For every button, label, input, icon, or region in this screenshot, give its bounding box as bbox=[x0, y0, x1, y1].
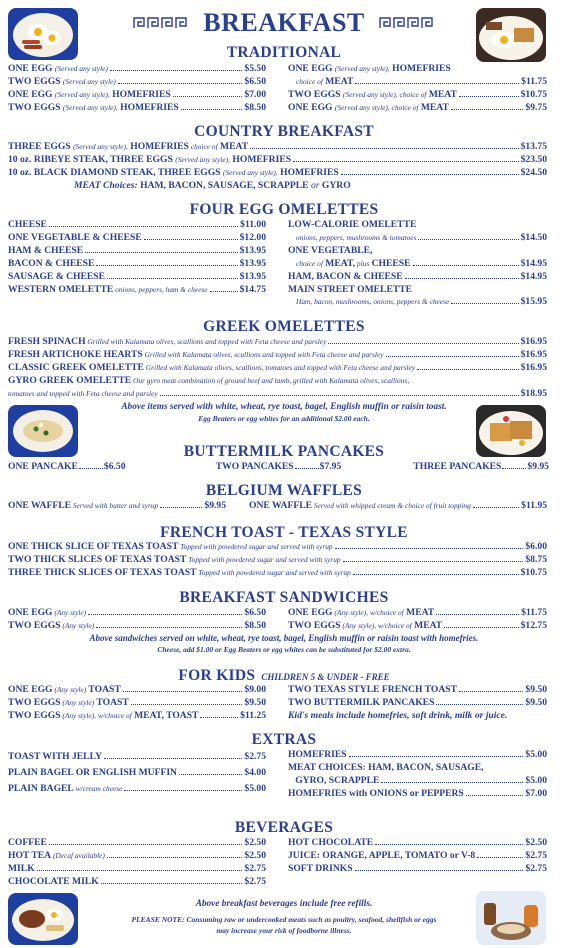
menu-item: TWO THICK SLICES OF TEXAS TOAST Topped with powdered sugar and served with syrup $8.75 bbox=[8, 553, 547, 565]
kids-right-list bbox=[288, 684, 547, 723]
menu-item: GYRO GREEK OMELETTE Our gyro meat combination of ground beef and lamb, grilled with Kalamata olives, scallions, bbox=[8, 374, 410, 386]
sandwiches-left-list bbox=[8, 607, 266, 633]
menu-item-continued: tomatoes and topped with Feta cheese and parsley $18.95 bbox=[8, 387, 547, 399]
menu-item: SAUSAGE & CHEESE $13.95 bbox=[8, 270, 266, 282]
menu-item: CHEESE $11.00 bbox=[8, 219, 266, 230]
section-heading-belgium-waffles: BELGIUM WAFFLES bbox=[205, 482, 363, 499]
menu-item: 10 oz. RIBEYE STEAK, THREE EGGS (Served any style), HOMEFRIES $23.50 bbox=[8, 153, 547, 165]
menu-item-continued: GYRO, SCRAPPLE $5.00 bbox=[288, 774, 547, 786]
kids-meal-note: Kid's meals include homefries, soft drink, milk or juice. bbox=[288, 709, 508, 721]
menu-item: FRESH SPINACH Grilled with Kalamata olives, scallions and topped with Feta cheese and parsley $16.95 bbox=[8, 336, 547, 347]
menu-item: SOFT DRINKS $2.75 bbox=[288, 862, 547, 874]
for-kids-subtitle: CHILDREN 5 & UNDER - FREE bbox=[261, 672, 390, 682]
meat-choices-note: MEAT Choices: HAM, BACON, SAUSAGE, SCRAPPLE or GYRO bbox=[74, 180, 351, 191]
menu-item: ONE EGG (Served any style) $5.50 bbox=[8, 63, 266, 74]
health-warning-line-2: may increase your risk of foodborne illness. bbox=[216, 926, 352, 935]
menu-item: ONE EGG (Any style) $6.50 bbox=[8, 607, 266, 618]
menu-item: MILK $2.75 bbox=[8, 862, 266, 874]
section-heading-for-kids bbox=[0, 667, 568, 685]
section-heading-extras: EXTRAS bbox=[251, 731, 317, 748]
menu-item: TWO EGGS (Any style), w/choice of MEAT, TOAST $11.25 bbox=[8, 709, 266, 721]
section-heading-breakfast-sandwiches: BREAKFAST SANDWICHES bbox=[179, 589, 389, 606]
country-breakfast-list bbox=[8, 141, 547, 180]
menu-title bbox=[0, 8, 568, 38]
menu-item: PLAIN BAGEL OR ENGLISH MUFFIN $4.00 bbox=[8, 767, 266, 778]
menu-item: TWO EGGS (Any style) TOAST $9.50 bbox=[8, 696, 266, 708]
sandwiches-right-list bbox=[288, 607, 547, 633]
kids-left-list bbox=[8, 684, 266, 723]
menu-item: MAIN STREET OMELETTE bbox=[288, 283, 413, 295]
beverages-left-list bbox=[8, 837, 266, 889]
four-egg-left-list bbox=[8, 219, 266, 296]
section-heading-buttermilk-pancakes: BUTTERMILK PANCAKES bbox=[183, 443, 385, 460]
menu-item: COFFEE $2.50 bbox=[8, 837, 266, 848]
menu-item: 10 oz. BLACK DIAMOND STEAK, THREE EGGS (Served any style), HOMEFRIES $24.50 bbox=[8, 166, 547, 178]
menu-item: TWO EGGS (Served any style) $6.50 bbox=[8, 75, 266, 87]
menu-item-continued: Ham, bacon, mushrooms, onions, peppers & cheese $15.95 bbox=[296, 296, 547, 308]
section-heading-traditional: TRADITIONAL bbox=[226, 44, 342, 61]
four-egg-right-list bbox=[288, 219, 547, 309]
menu-item-continued: choice of MEAT $11.75 bbox=[296, 75, 547, 87]
menu-item: TWO TEXAS STYLE FRENCH TOAST $9.50 bbox=[288, 684, 547, 695]
menu-item: LOW-CALORIE OMELETTE bbox=[288, 219, 417, 230]
menu-item: ONE VEGETABLE & CHEESE $12.00 bbox=[8, 231, 266, 243]
waffle-item-right bbox=[249, 500, 547, 513]
for-kids-title: FOR KIDS bbox=[178, 667, 256, 684]
sandwich-bread-note: Above sandwiches served on white, wheat, rye toast, bagel, English muffin or raisin toast with homefries. bbox=[89, 633, 479, 643]
menu-item: JUICE: ORANGE, APPLE, TOMATO or V-8 $2.75 bbox=[288, 849, 547, 861]
extras-right-list bbox=[288, 749, 547, 801]
french-toast-list bbox=[8, 541, 547, 580]
menu-item: BACON & CHEESE $13.95 bbox=[8, 257, 266, 269]
menu-item: TWO BUTTERMILK PANCAKES $9.50 bbox=[288, 696, 547, 708]
menu-item: CLASSIC GREEK OMELETTE Grilled with Kalamata olives, scallions, tomatoes and topped with Feta cheese and parsley $16.95 bbox=[8, 361, 547, 373]
traditional-left-list bbox=[8, 63, 266, 115]
free-refills-note: Above breakfast beverages include free refills. bbox=[195, 899, 373, 909]
menu-item: ONE THICK SLICE OF TEXAS TOAST Topped with powdered sugar and served with syrup $6.00 bbox=[8, 541, 547, 552]
beverages-right-list bbox=[288, 837, 547, 876]
menu-item: PLAIN BAGEL w/cream cheese $5.00 bbox=[8, 783, 266, 794]
menu-item: HOMEFRIES $5.00 bbox=[288, 749, 547, 760]
menu-item: ONE EGG (Any style), w/choice of MEAT $11.75 bbox=[288, 607, 547, 618]
section-heading-french-toast: FRENCH TOAST - TEXAS STYLE bbox=[160, 524, 408, 541]
menu-item: THREE PANCAKES $9.95 bbox=[413, 461, 549, 472]
menu-item: ONE EGG (Any style) TOAST $9.00 bbox=[8, 684, 266, 695]
section-heading-beverages: BEVERAGES bbox=[234, 819, 334, 836]
menu-item: ONE VEGETABLE, bbox=[288, 244, 373, 256]
health-warning-line-1: PLEASE NOTE: Consuming raw or undercooked meats such as poultry, seafood, shellfish or eggs bbox=[131, 915, 437, 924]
greek-sides-note: Above items served with white, wheat, rye toast, bagel, English muffin or raisin toast. bbox=[121, 402, 447, 412]
menu-item: WESTERN OMELETTE onions, peppers, ham & cheese $14.75 bbox=[8, 283, 266, 295]
menu-item: ONE WAFFLE Served with whipped cream & choice of fruit topping $11.95 bbox=[249, 500, 547, 511]
menu-item: HAM & CHEESE $13.95 bbox=[8, 244, 266, 256]
section-heading-greek-omelettes: GREEK OMELETTES bbox=[203, 318, 365, 335]
pancakes-list bbox=[8, 461, 549, 472]
menu-item: TWO EGGS (Any style) $8.50 bbox=[8, 619, 266, 631]
egg-substitute-note: Egg Beaters or egg whites for an additional $2.00 each. bbox=[198, 414, 370, 423]
menu-item: ONE EGG (Served any style), HOMEFRIES bbox=[288, 63, 451, 74]
menu-item: THREE EGGS (Served any style), HOMEFRIES choice of MEAT $13.75 bbox=[8, 141, 547, 152]
menu-item: TWO PANCAKES $7.95 bbox=[215, 461, 342, 472]
menu-item: HOMEFRIES with ONIONS or PEPPERS $7.00 bbox=[288, 787, 547, 799]
menu-item: TWO EGGS (Any style), w/choice of MEAT $12.75 bbox=[288, 619, 547, 631]
menu-item: ONE PANCAKE $6.50 bbox=[8, 461, 126, 472]
menu-item-continued: choice of MEAT, plus CHEESE $14.95 bbox=[296, 257, 547, 269]
menu-item: HAM, BACON & CHEESE $14.95 bbox=[288, 270, 547, 282]
section-heading-four-egg-omelettes: FOUR EGG OMELETTES bbox=[189, 201, 379, 218]
menu-item: ONE EGG (Served any style), choice of MEAT $9.75 bbox=[288, 101, 547, 113]
menu-item: HOT TEA (Decaf available) $2.50 bbox=[8, 849, 266, 861]
page-title: BREAKFAST bbox=[203, 8, 365, 37]
extras-left-list bbox=[8, 749, 266, 797]
menu-item: TWO EGGS (Served any style), HOMEFRIES $8.50 bbox=[8, 101, 266, 113]
sandwich-extras-note: Cheese, add $1.00 or Egg Beaters or egg whites can be substituted for $2.00 extra. bbox=[157, 645, 411, 654]
waffle-item-left bbox=[8, 500, 226, 513]
menu-item: TWO EGGS (Served any style), choice of MEAT $10.75 bbox=[288, 88, 547, 100]
menu-item: ONE WAFFLE Served with butter and syrup $9.95 bbox=[8, 500, 226, 511]
menu-item: HOT CHOCOLATE $2.50 bbox=[288, 837, 547, 848]
menu-item: CHOCOLATE MILK $2.75 bbox=[8, 875, 266, 887]
greek-key-ornament-right bbox=[379, 17, 435, 29]
greek-omelettes-list bbox=[8, 336, 547, 401]
menu-item: MEAT CHOICES: HAM, BACON, SAUSAGE, bbox=[288, 761, 484, 773]
menu-item: FRESH ARTICHOKE HEARTS Grilled with Kalamata olives, scallions and topped with Feta cheese and parsley $16.95 bbox=[8, 348, 547, 360]
menu-item: ONE EGG (Served any style), HOMEFRIES $7.00 bbox=[8, 88, 266, 100]
menu-item: THREE THICK SLICES OF TEXAS TOAST Topped with powdered sugar and served with syrup $10.75 bbox=[8, 566, 547, 578]
menu-item-continued: onions, peppers, mushrooms & tomatoes $14.50 bbox=[296, 231, 547, 243]
greek-key-ornament-left bbox=[133, 17, 189, 29]
traditional-right-list bbox=[288, 63, 547, 115]
section-heading-country-breakfast: COUNTRY BREAKFAST bbox=[194, 123, 374, 140]
menu-item: TOAST WITH JELLY $2.75 bbox=[8, 751, 266, 762]
